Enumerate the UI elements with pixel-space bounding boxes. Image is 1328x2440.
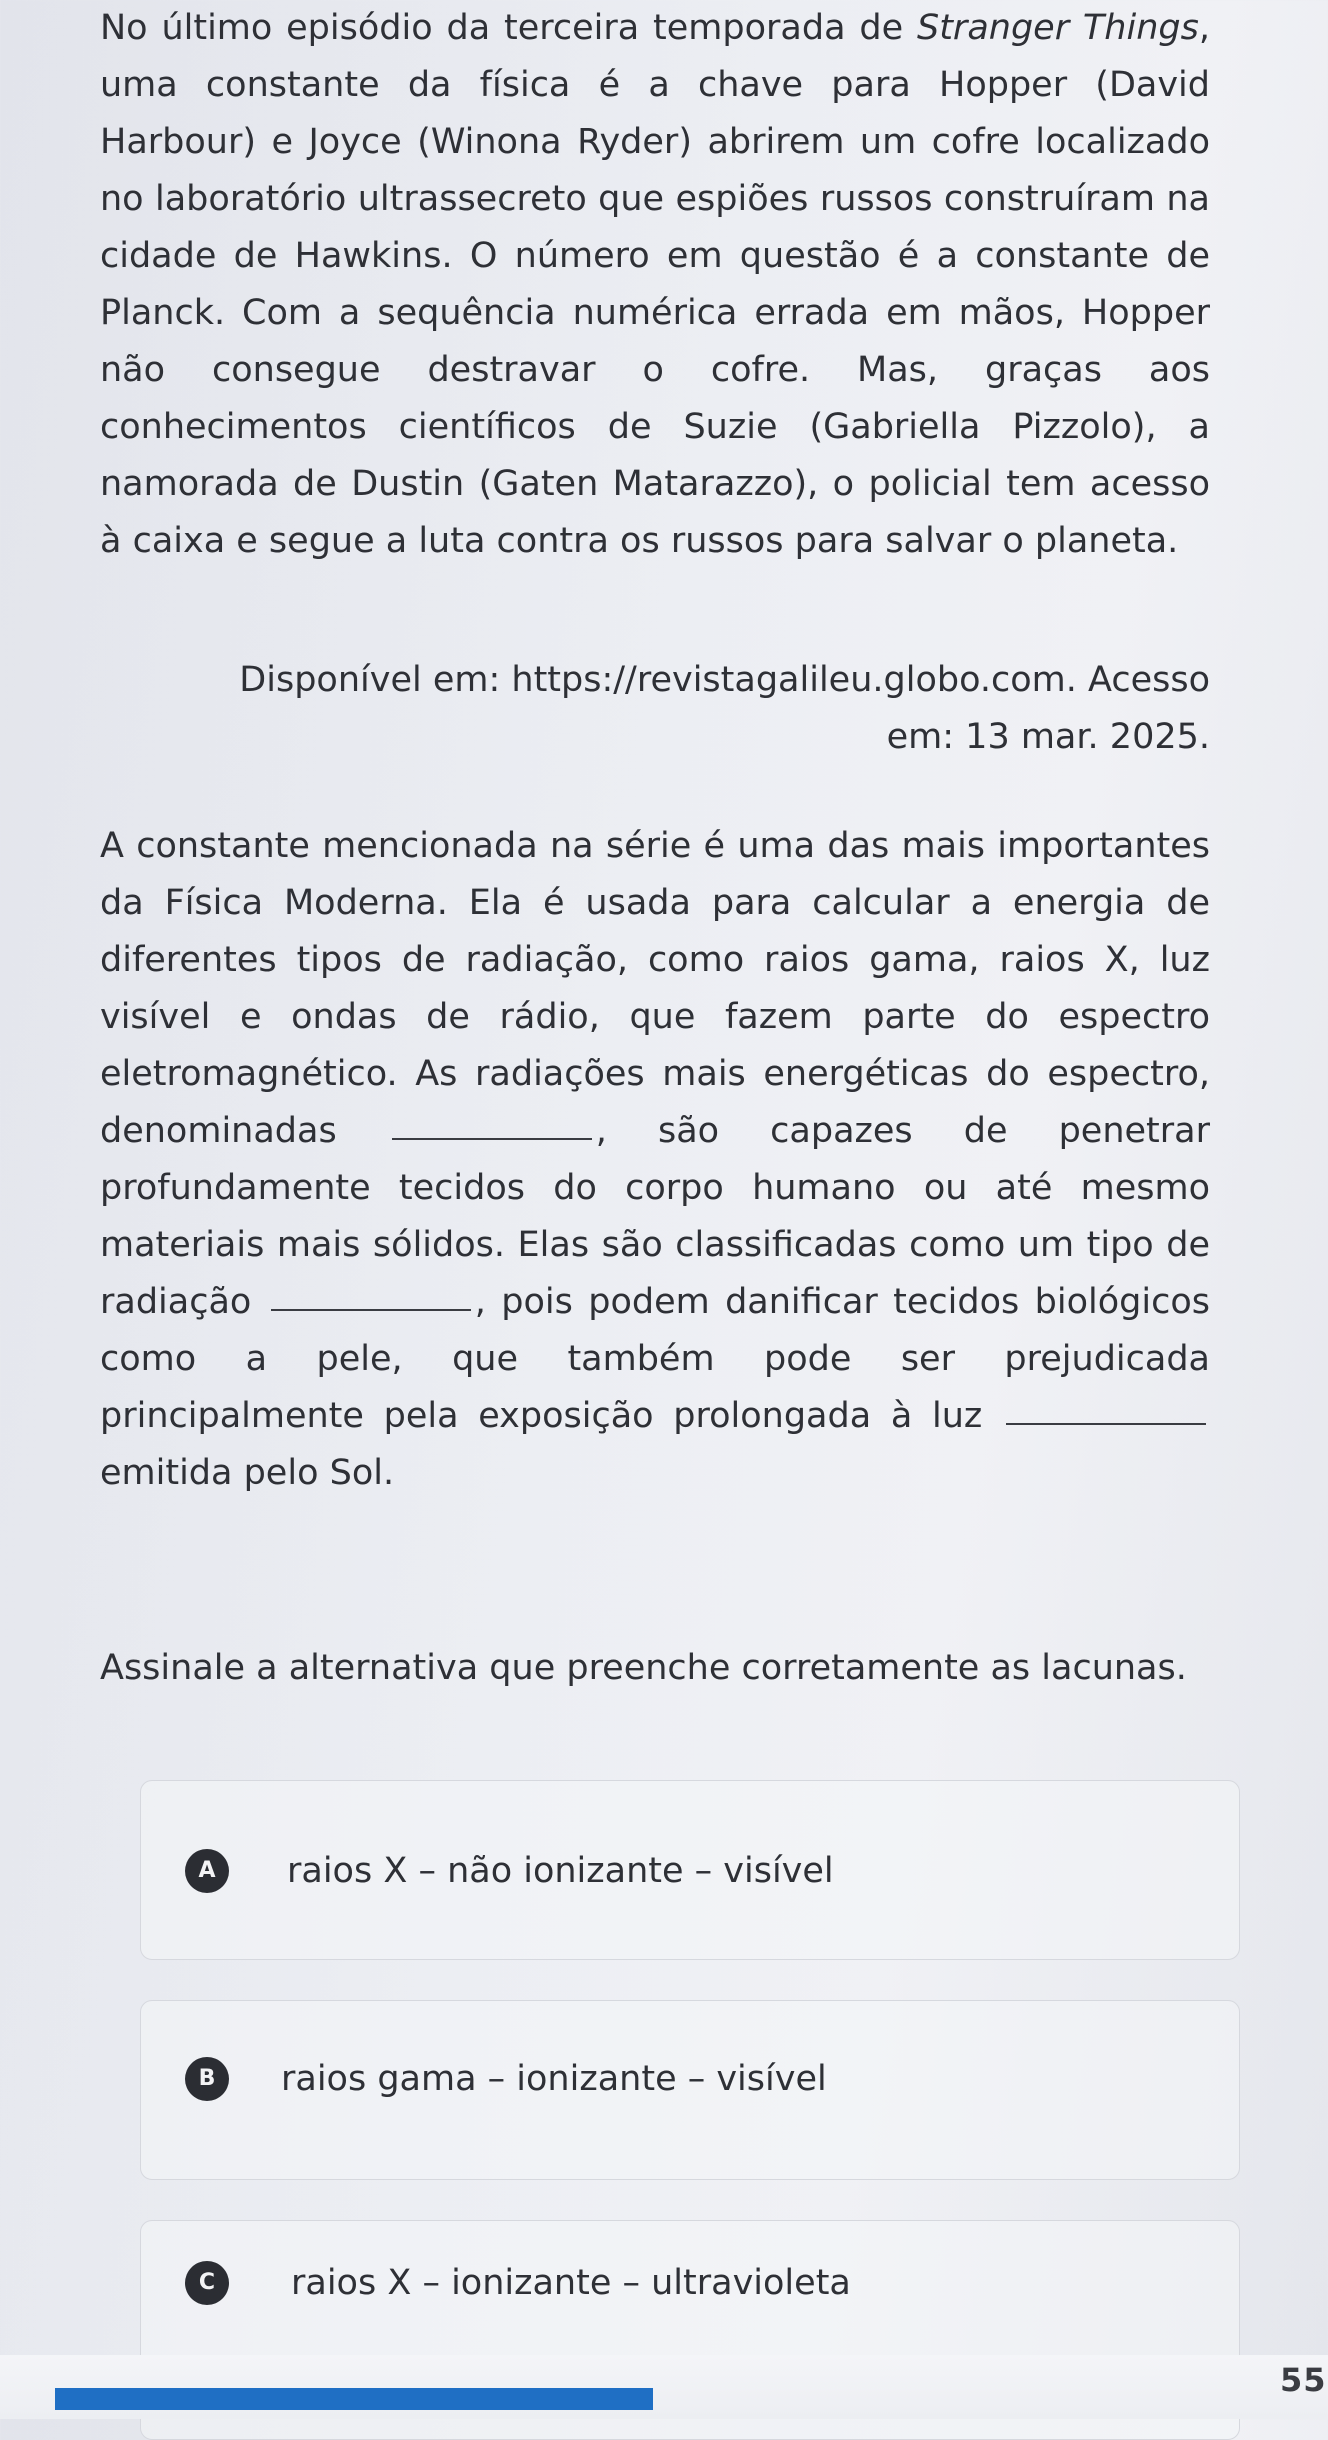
page-number: 55 xyxy=(1280,2361,1327,2399)
option-b-letter-badge: B xyxy=(185,2057,229,2101)
question-text-4: emitida pelo Sol. xyxy=(100,1453,395,1493)
blank-3 xyxy=(1006,1422,1206,1425)
option-a[interactable] xyxy=(140,1780,1240,1960)
source-citation xyxy=(100,652,1210,766)
blank-1 xyxy=(392,1137,592,1140)
source-line-1: Disponível em: https://revistagalileu.globo.com. Acesso xyxy=(239,660,1210,700)
question-text-3: , pois podem danificar tecidos biológicos como a pele, que também pode ser prejudicada principalmente pela exposição prolongada à luz xyxy=(100,1282,1210,1436)
option-b[interactable] xyxy=(140,2000,1240,2180)
show-title: Stranger Things xyxy=(916,8,1199,48)
instruction-text xyxy=(100,1640,1210,1697)
question-paragraph xyxy=(100,818,1210,1502)
option-c-text: raios X – ionizante – ultravioleta xyxy=(291,2263,851,2303)
question-text-1: A constante mencionada na série é uma das mais importantes da Física Moderna. Ela é usada para calcular a energia de diferentes tipos de radiação, como raios gama, raios X, luz visível e ondas de rádio, que fazem parte do espectro eletromagnético. As radiações mais energéticas do espectro, denominadas xyxy=(100,826,1210,1151)
blank-2 xyxy=(271,1308,471,1311)
story-text-start: No último episódio da terceira temporada de xyxy=(100,8,917,48)
option-a-letter-badge: A xyxy=(185,1849,229,1893)
bottom-bar xyxy=(0,2355,1328,2419)
option-b-text: raios gama – ionizante – visível xyxy=(281,2059,827,2099)
story-text-rest: , uma constante da física é a chave para Hopper (David Harbour) e Joyce (Winona Ryder) abrirem um cofre localizado no laboratório ultrassecreto que espiões russos construíram na cidade de Hawkins. O número em questão é a constante de Planck. Com a sequência numérica errada em mãos, Hopper não consegue destravar o cofre. Mas, graças aos conhecimentos científicos de Suzie (Gabriella Pizzolo), a namorada de Dustin (Gaten Matarazzo), o policial tem acesso à caixa e segue a luta contra os russos para salvar o planeta. xyxy=(100,8,1210,561)
progress-fill xyxy=(55,2388,653,2410)
story-paragraph xyxy=(100,0,1210,570)
question-text-2: , são capazes de penetrar profundamente tecidos do corpo humano ou até mesmo materiais mais sólidos. Elas são classificadas como um tipo de radiação xyxy=(100,1111,1210,1322)
option-c-letter-badge: C xyxy=(185,2261,229,2305)
option-a-text: raios X – não ionizante – visível xyxy=(287,1851,834,1891)
instruction-label: Assinale a alternativa que preenche corretamente as lacunas. xyxy=(100,1648,1187,1688)
progress-bar xyxy=(55,2388,1205,2410)
source-line-2: em: 13 mar. 2025. xyxy=(886,717,1210,757)
